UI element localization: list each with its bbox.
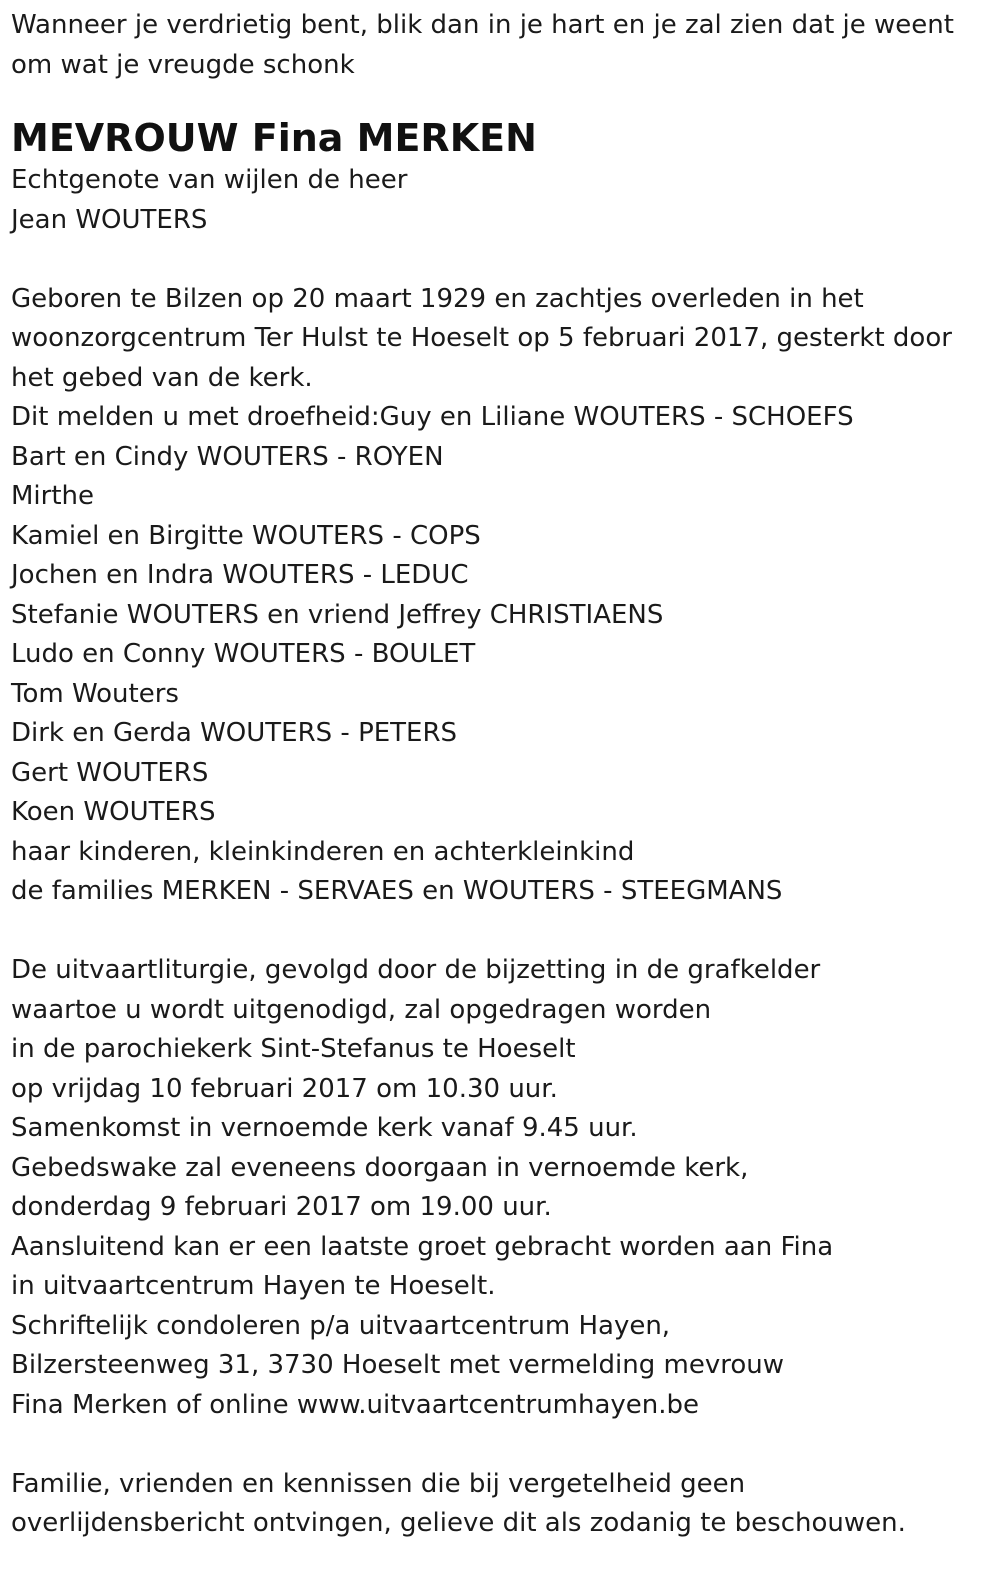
family-line: Mirthe xyxy=(11,481,95,511)
funeral-line: Samenkomst in vernoemde kerk vanaf 9.45 uur. xyxy=(11,1113,638,1143)
family-line: de families MERKEN - SERVAES en WOUTERS - STEEGMANS xyxy=(11,876,783,906)
spouse-line-2: Jean WOUTERS xyxy=(11,204,208,235)
motto-line-1: Wanneer je verdrietig bent, blik dan in je hart en je zal zien dat je weent xyxy=(11,10,954,40)
spacer xyxy=(11,1425,990,1465)
family-line: Kamiel en Birgitte WOUTERS - COPS xyxy=(11,520,481,551)
funeral-line: Gebedswake zal eveneens doorgaan in vernoemde kerk, xyxy=(11,1152,749,1183)
family-line: Dit melden u met droefheid:Guy en Liliane WOUTERS - SCHOEFS xyxy=(11,402,854,432)
closing-line-1: Familie, vrienden en kennissen die bij vergetelheid geen xyxy=(11,1468,746,1499)
funeral-line: donderdag 9 februari 2017 om 19.00 uur. xyxy=(11,1192,552,1222)
family-line: Dirk en Gerda WOUTERS - PETERS xyxy=(11,718,458,748)
family-line: Gert WOUTERS xyxy=(11,757,209,788)
funeral-line: Bilzersteenweg 31, 3730 Hoeselt met vermelding mevrouw xyxy=(11,1350,784,1380)
funeral-line: in uitvaartcentrum Hayen te Hoeselt. xyxy=(11,1271,496,1301)
funeral-line: Fina Merken of online www.uitvaartcentrumhayen.be xyxy=(11,1389,700,1420)
family-line: Tom Wouters xyxy=(11,678,179,709)
birth-death-line-2: woonzorgcentrum Ter Hulst te Hoeselt op 5 februari 2017, gesterkt door xyxy=(11,323,952,353)
spacer xyxy=(11,912,990,952)
family-line: Bart en Cindy WOUTERS - ROYEN xyxy=(11,441,444,472)
family-line: haar kinderen, kleinkinderen en achterkleinkind xyxy=(11,836,635,867)
funeral-line: Schriftelijk condoleren p/a uitvaartcentrum Hayen, xyxy=(11,1310,671,1341)
closing-line-2: overlijdensbericht ontvingen, gelieve dit als zodanig te beschouwen. xyxy=(11,1508,906,1538)
funeral-line: waartoe u wordt uitgenodigd, zal opgedragen worden xyxy=(11,994,712,1025)
funeral-line: in de parochiekerk Sint-Stefanus te Hoeselt xyxy=(11,1034,576,1064)
family-line: Ludo en Conny WOUTERS - BOULET xyxy=(11,639,476,669)
family-line: Stefanie WOUTERS en vriend Jeffrey CHRISTIAENS xyxy=(11,599,664,630)
funeral-line: De uitvaartliturgie, gevolgd door de bijzetting in de grafkelder xyxy=(11,955,821,985)
spacer xyxy=(11,240,990,280)
motto-line-2: om wat je vreugde schonk xyxy=(11,49,355,80)
family-line: Koen WOUTERS xyxy=(11,797,216,827)
deceased-name: MEVROUW Fina MERKEN xyxy=(11,116,537,160)
spouse-line-1: Echtgenote van wijlen de heer xyxy=(11,165,408,195)
funeral-line: op vrijdag 10 februari 2017 om 10.30 uur. xyxy=(11,1073,558,1104)
family-line: Jochen en Indra WOUTERS - LEDUC xyxy=(11,560,469,590)
birth-death-line-1: Geboren te Bilzen op 20 maart 1929 en zachtjes overleden in het xyxy=(11,283,864,314)
funeral-line: Aansluitend kan er een laatste groet gebracht worden aan Fina xyxy=(11,1231,834,1262)
birth-death-line-3: het gebed van de kerk. xyxy=(11,362,313,393)
